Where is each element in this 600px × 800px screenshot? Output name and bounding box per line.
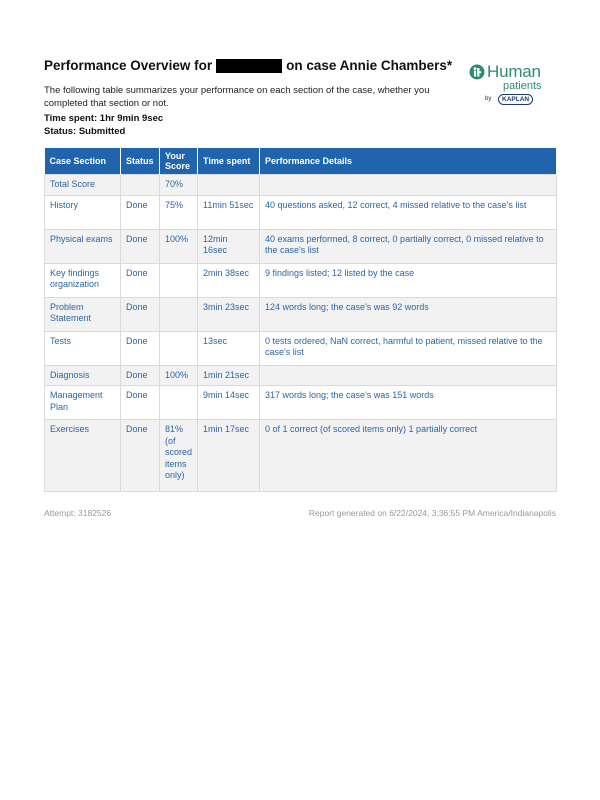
cell-status: Done [121, 263, 160, 297]
cell-time: 3min 23sec [198, 297, 260, 331]
cell-status: Done [121, 297, 160, 331]
header-your-score: Your Score [160, 148, 198, 175]
cell-time: 13sec [198, 331, 260, 365]
report-generated: Report generated on 6/22/2024, 3:36:55 PM America/Indianapolis [308, 508, 556, 518]
cell-time [198, 175, 260, 196]
cell-status: Done [121, 331, 160, 365]
header-performance-details: Performance Details [260, 148, 557, 175]
cell-status: Done [121, 386, 160, 420]
cell-details [260, 365, 557, 386]
table-row [45, 331, 557, 365]
kaplan-badge: KAPLAN [498, 94, 533, 105]
header-status: Status [121, 148, 160, 175]
cell-status: Done [121, 195, 160, 229]
cell-section: Key findings organization [45, 263, 121, 297]
table-row [45, 263, 557, 297]
table-header-row [45, 148, 557, 175]
cell-details: 124 words long; the case's was 92 words [260, 297, 557, 331]
cell-section: Tests [45, 331, 121, 365]
cell-score [160, 386, 198, 420]
intro-text: The following table summarizes your performance on each section of the case, whether you completed that section or not. [44, 85, 430, 109]
cell-section: Total Score [45, 175, 121, 196]
logo-by: by [485, 96, 492, 102]
header-case-section: Case Section [45, 148, 121, 175]
cell-status [121, 175, 160, 196]
table-row [45, 365, 557, 386]
cell-time: 2min 38sec [198, 263, 260, 297]
cell-time: 1min 17sec [198, 420, 260, 492]
cell-score: 70% [160, 175, 198, 196]
cell-section: Problem Statement [45, 297, 121, 331]
cell-score: 100% [160, 229, 198, 263]
page-title [44, 58, 452, 73]
attempt-id: Attempt: 3182526 [44, 508, 112, 518]
header-time-spent: Time spent [198, 148, 260, 175]
cell-time: 11min 51sec [198, 195, 260, 229]
cell-time: 12min 16sec [198, 229, 260, 263]
cell-details: 9 findings listed; 12 listed by the case [260, 263, 557, 297]
table-row [45, 195, 557, 229]
title-prefix: Performance Overview for [44, 58, 213, 73]
redacted-name-block [216, 59, 282, 73]
cell-score [160, 331, 198, 365]
logo-sub: patients [503, 80, 542, 92]
cell-section: History [45, 195, 121, 229]
time-spent-label: Time spent: 1hr 9min 9sec [44, 113, 164, 124]
status-label: Status: Submitted [44, 126, 126, 137]
i-human-logo-icon [469, 64, 485, 80]
cell-status: Done [121, 229, 160, 263]
table-row [45, 297, 557, 331]
cell-details: 0 tests ordered, NaN correct, harmful to patient, missed relative to the case's list [260, 331, 557, 365]
cell-details [260, 175, 557, 196]
cell-details: 317 words long; the case's was 151 words [260, 386, 557, 420]
cell-time: 9min 14sec [198, 386, 260, 420]
cell-section: Management Plan [45, 386, 121, 420]
cell-score: 100% [160, 365, 198, 386]
cell-details: 0 of 1 correct (of scored items only) 1 partially correct [260, 420, 557, 492]
title-suffix: on case Annie Chambers* [286, 58, 453, 73]
cell-status: Done [121, 420, 160, 492]
i-human-logo [465, 62, 555, 110]
logo-brand: Human [487, 62, 541, 81]
cell-section: Diagnosis [45, 365, 121, 386]
cell-score: 81% (of scored items only) [160, 420, 198, 492]
table-row [45, 420, 557, 492]
table-row [45, 175, 557, 196]
cell-score: 75% [160, 195, 198, 229]
table-row [45, 386, 557, 420]
table-row [45, 229, 557, 263]
cell-section: Physical exams [45, 229, 121, 263]
cell-details: 40 exams performed, 8 correct, 0 partially correct, 0 missed relative to the case's list [260, 229, 557, 263]
cell-details: 40 questions asked, 12 correct, 4 missed relative to the case's list [260, 195, 557, 229]
cell-score [160, 297, 198, 331]
cell-section: Exercises [45, 420, 121, 492]
cell-score [160, 263, 198, 297]
cell-status: Done [121, 365, 160, 386]
cell-time: 1min 21sec [198, 365, 260, 386]
performance-table [44, 148, 557, 492]
